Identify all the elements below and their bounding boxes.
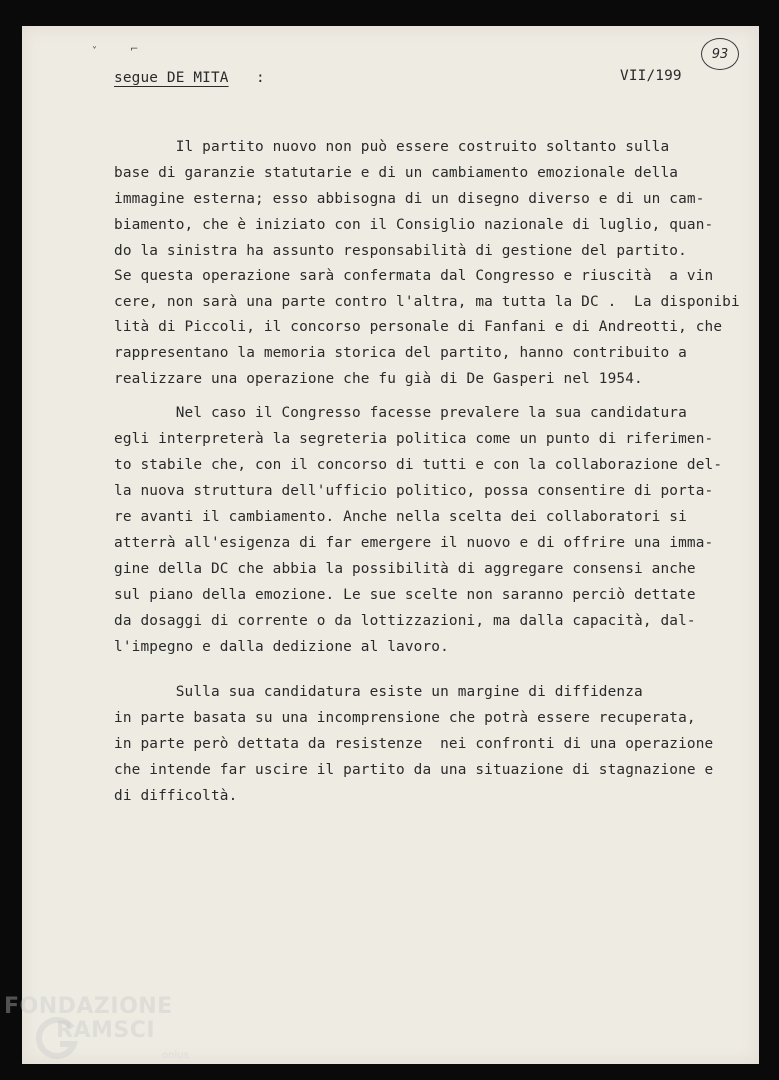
text-line: atterrà all'esigenza di far emergere il nuovo e di offrire una imma- [114, 535, 714, 551]
pencil-mark: ⌐ [130, 44, 139, 55]
header-left: segue DE MITA [114, 70, 229, 86]
text-line: to stabile che, con il concorso di tutti e con la collaborazione del- [114, 457, 723, 473]
text-line: da dosaggi di corrente o da lottizzazioni, ma dalla capacità, dal- [114, 613, 696, 629]
text-line: gine della DC che abbia la possibilità di aggregare consensi anche [114, 561, 696, 577]
text-line: Se questa operazione sarà confermata dal Congresso e riuscità a vin [114, 268, 714, 284]
watermark-line2: RAMSCI [56, 1018, 156, 1043]
header-reference: VII/199 [620, 68, 682, 84]
text-line: immagine esterna; esso abbisogna di un disegno diverso e di un cam- [114, 191, 705, 207]
text-line: egli interpreterà la segreteria politica come un punto di riferimen- [114, 431, 714, 447]
pencil-mark: ˅ [92, 46, 97, 57]
watermark-onlus: onlus [162, 1050, 189, 1061]
text-line: re avanti il cambiamento. Anche nella scelta dei collaboratori si [114, 509, 687, 525]
page-number: 93 [711, 46, 729, 62]
text-line: Nel caso il Congresso facesse prevalere la sua candidatura [114, 405, 687, 421]
text-line: in parte però dettata da resistenze nei confronti di una operazione [114, 736, 714, 752]
text-line: lità di Piccoli, il concorso personale di Fanfani e di Andreotti, che [114, 319, 723, 335]
text-line: Il partito nuovo non può essere costruito soltanto sulla [114, 139, 670, 155]
text-line: la nuova struttura dell'ufficio politico, possa consentire di porta- [114, 483, 714, 499]
header-colon: : [256, 70, 265, 86]
text-line: biamento, che è iniziato con il Consiglio nazionale di luglio, quan- [114, 217, 714, 233]
document-page [22, 26, 759, 1064]
text-line: in parte basata su una incomprensione che potrà essere recuperata, [114, 710, 696, 726]
text-line: base di garanzie statutarie e di un cambiamento emozionale della [114, 165, 679, 181]
text-line: sul piano della emozione. Le sue scelte non saranno perciò dettate [114, 587, 696, 603]
text-line: rappresentano la memoria storica del partito, hanno contribuito a [114, 345, 687, 361]
text-line: che intende far uscire il partito da una situazione di stagnazione e [114, 762, 714, 778]
fondazione-gramsci-watermark [4, 994, 194, 1074]
text-line: l'impegno e dalla dedizione al lavoro. [114, 639, 449, 655]
text-line: do la sinistra ha assunto responsabilità di gestione del partito. [114, 243, 687, 259]
text-line: di difficoltà. [114, 788, 238, 804]
watermark-line1: FONDAZIONE [4, 994, 173, 1019]
text-line: realizzare una operazione che fu già di De Gasperi nel 1954. [114, 371, 643, 387]
page-number-stamp [701, 38, 739, 70]
text-line: Sulla sua candidatura esiste un margine di diffidenza [114, 684, 643, 700]
text-line: cere, non sarà una parte contro l'altra, ma tutta la DC . La disponibi [114, 294, 740, 310]
